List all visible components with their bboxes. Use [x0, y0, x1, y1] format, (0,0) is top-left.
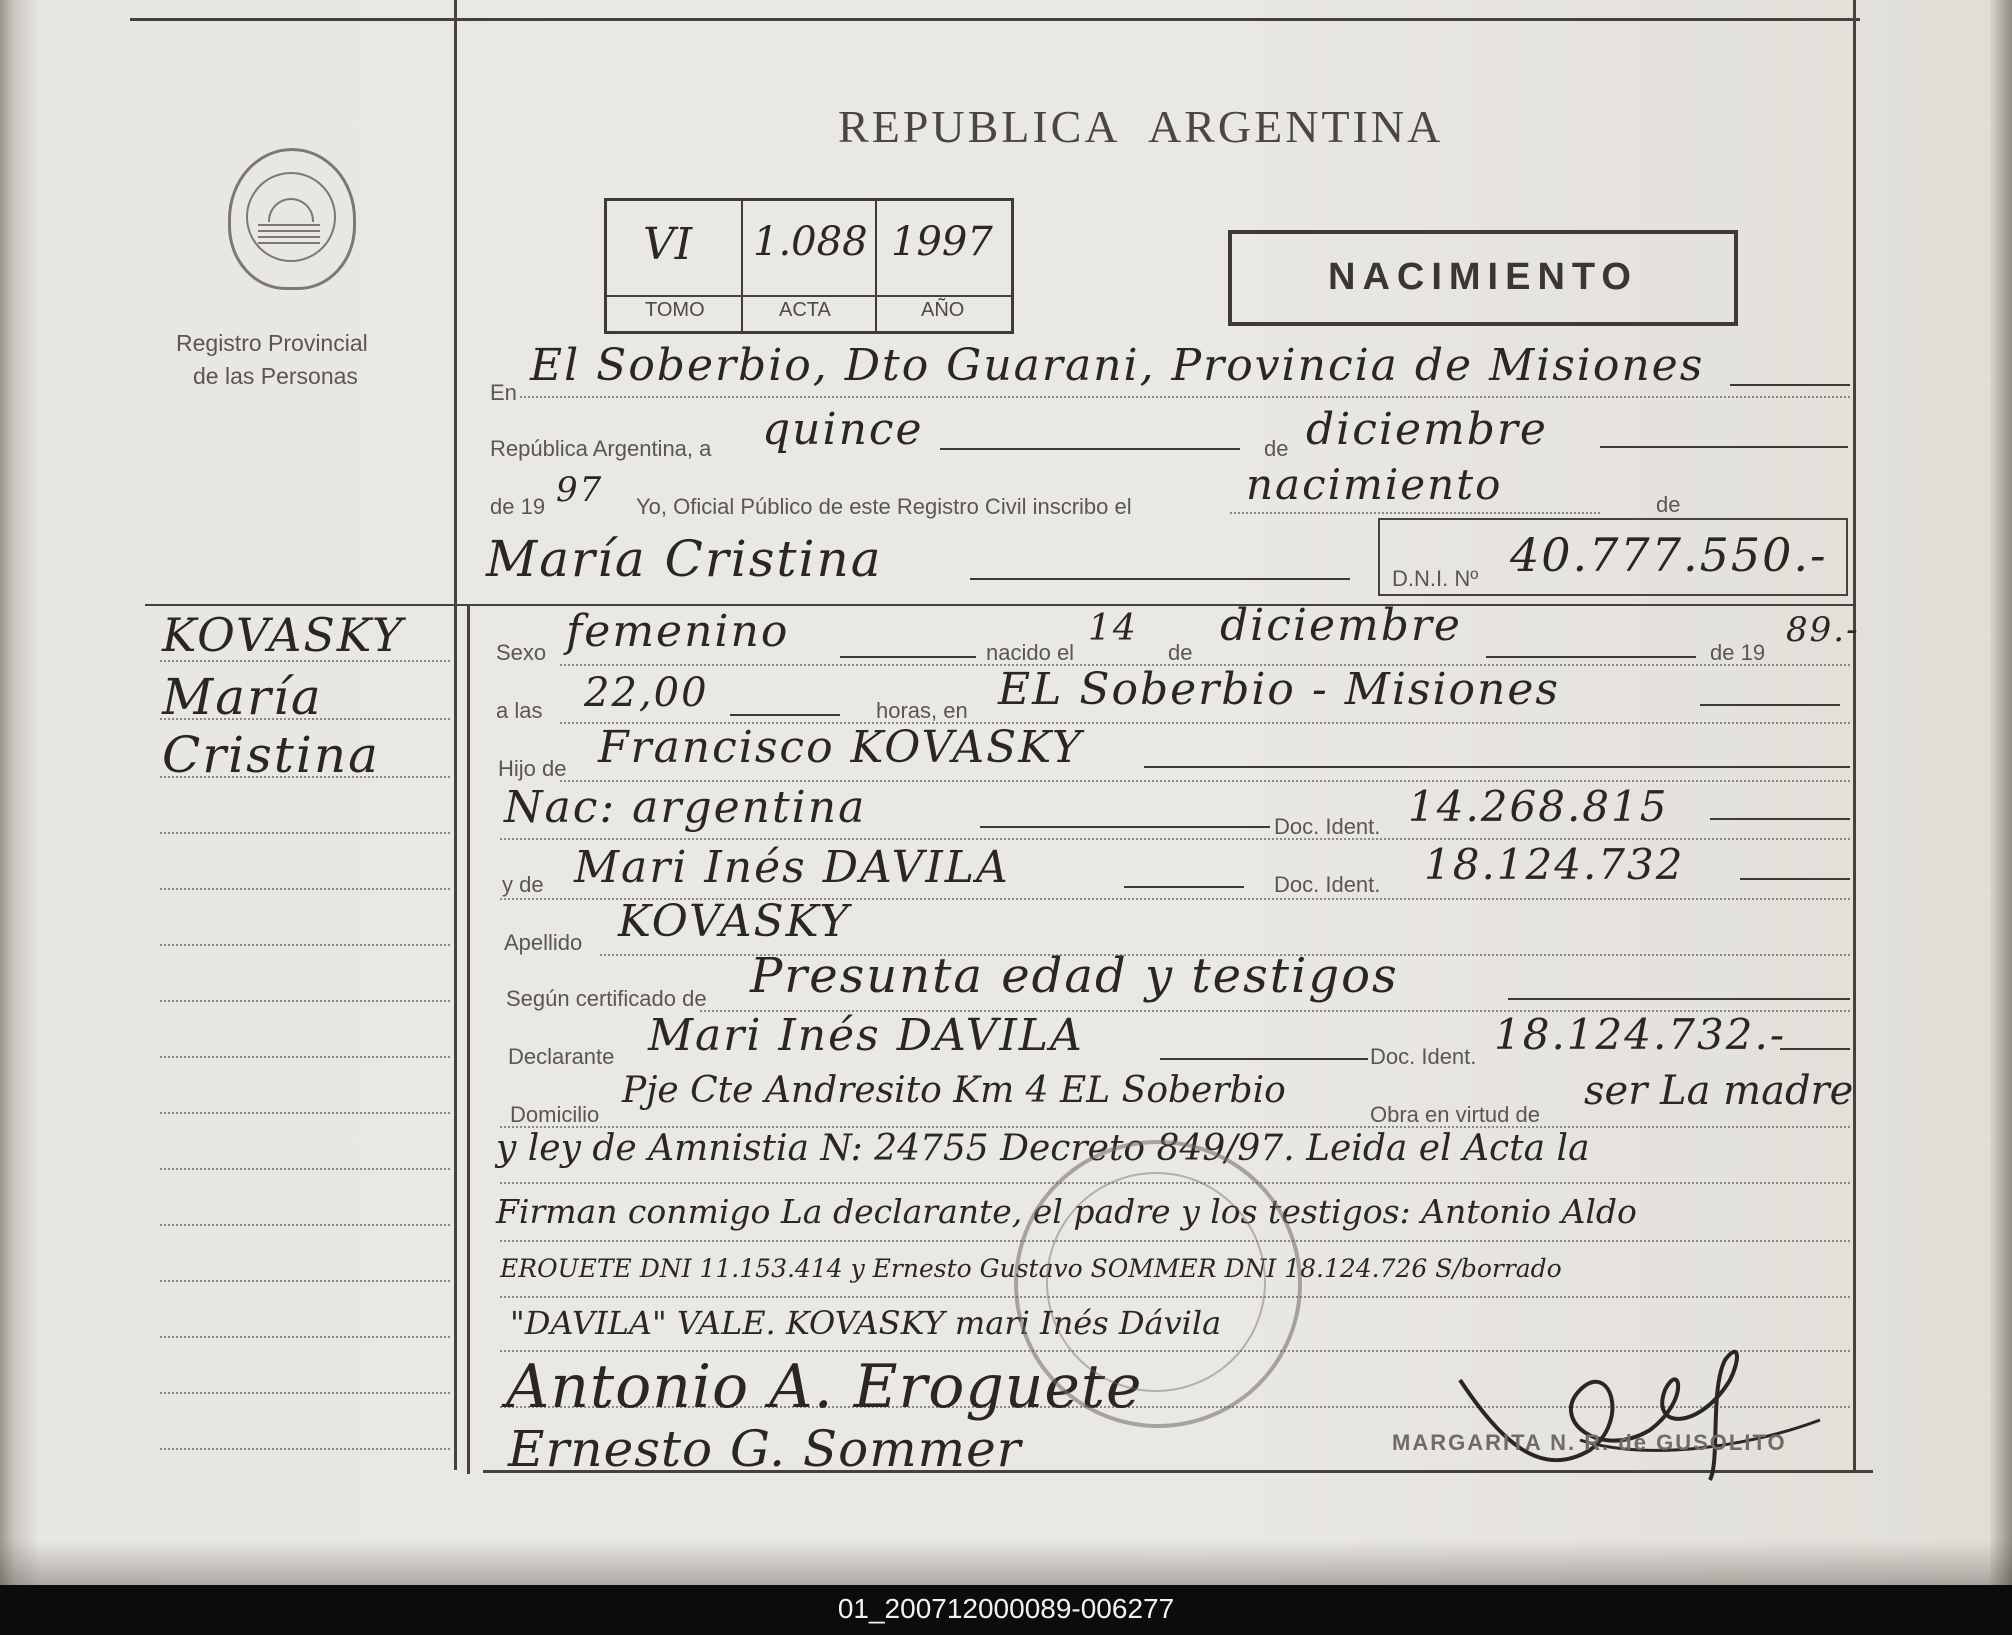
margin-first-name: María [162, 668, 323, 726]
tomo-label: TOMO [645, 299, 705, 321]
document-id: 01_200712000089-006277 [837, 1593, 1175, 1624]
right-border [1853, 0, 1856, 1470]
ano-label: AÑO [921, 299, 965, 321]
label-nacido-el: nacido el [986, 640, 1075, 665]
text-line-4: "DAVILA" VALE. KOVASKY mari Inés Dávila [510, 1304, 1222, 1342]
country-title: REPUBLICA ARGENTINA [838, 101, 1444, 152]
father-nationality-value: Nac: argentina [504, 782, 867, 833]
hour-value: 22,00 [584, 670, 709, 716]
official-signature-icon [1440, 1320, 1840, 1500]
year-short-value: 97 [556, 470, 604, 510]
reference-box [604, 198, 1014, 334]
declarant-doc-value: 18.124.732.- [1494, 1010, 1787, 1059]
signature-witness-2: Ernesto G. Sommer [508, 1420, 1022, 1478]
label-doc-ident-1: Doc. Ident. [1274, 814, 1381, 839]
day-value: quince [762, 404, 924, 455]
birth-day-value: 14 [1088, 608, 1138, 649]
ano-value: 1997 [891, 219, 993, 265]
label-de-2: de [1656, 492, 1681, 517]
lower-divider [467, 604, 470, 1474]
official-name: MARGARITA N. R. de GUSOLITO [1392, 1430, 1787, 1455]
label-de: de [1264, 436, 1289, 461]
event-value: nacimiento [1246, 460, 1503, 509]
record-type-box [1228, 230, 1738, 326]
label-segun-certificado: Según certificado de [506, 986, 707, 1011]
surname-value: KOVASKY [618, 896, 851, 947]
label-apellido: Apellido [504, 930, 583, 955]
label-hijo-de: Hijo de [498, 756, 567, 781]
page-edge [1990, 0, 2012, 1585]
text-line-3: EROUETE DNI 11.153.414 y Ernesto Gustavo SOMMER DNI 18.124.726 S/borrado [500, 1254, 1562, 1283]
label-de-19-b: de 19 [1710, 640, 1766, 665]
dni-value: 40.777.550.- [1510, 528, 1828, 582]
declarant-value: Mari Inés DAVILA [648, 1010, 1084, 1061]
birth-place-value: EL Soberbio - Misiones [998, 664, 1560, 715]
label-de-3: de [1168, 640, 1193, 665]
label-domicilio: Domicilio [510, 1102, 600, 1127]
registry-name-line2: de las Personas [193, 363, 358, 389]
tomo-value: VI [643, 219, 693, 270]
address-value: Pje Cte Andresito Km 4 EL Soberbio [622, 1070, 1286, 1111]
label-obra-en-virtud: Obra en virtud de [1370, 1102, 1540, 1127]
footer-bar [0, 1585, 2012, 1635]
margin-divider [454, 0, 457, 1470]
birth-month-value: diciembre [1220, 600, 1462, 651]
birth-year-value: 89.- [1786, 610, 1860, 650]
sex-value: femenino [566, 606, 790, 657]
acta-value: 1.088 [753, 219, 868, 265]
section-divider [145, 604, 1855, 606]
certificate-value: Presunta edad y testigos [750, 948, 1399, 1004]
label-oficial: Yo, Oficial Público de este Registro Civil inscribo el [636, 494, 1132, 519]
signature-witness-1: Antonio A. Eroguete [506, 1352, 1143, 1422]
mother-value: Mari Inés DAVILA [574, 842, 1010, 893]
registry-name-line1: Registro Provincial [176, 330, 368, 356]
label-declarante: Declarante [508, 1044, 615, 1069]
reason-value: ser La madre [1584, 1068, 1854, 1114]
month-value: diciembre [1306, 404, 1548, 455]
acta-label: ACTA [779, 299, 831, 321]
label-doc-ident-2: Doc. Ident. [1274, 872, 1381, 897]
provincial-seal-icon [228, 148, 354, 288]
margin-second-name: Cristina [162, 726, 380, 784]
record-type: NACIMIENTO [1328, 256, 1638, 298]
label-dni: D.N.I. Nº [1392, 566, 1479, 591]
text-line-2: Firman conmigo La declarante, el padre y los testigos: Antonio Aldo [496, 1192, 1637, 1231]
father-doc-value: 14.268.815 [1408, 782, 1669, 831]
text-line-1: y ley de Amnistia N: 24755 Decreto 849/97. Leida el Acta la [496, 1128, 1590, 1169]
name-value: María Cristina [486, 530, 883, 588]
label-a-las: a las [496, 698, 543, 723]
label-de-19: de 19 [490, 494, 546, 519]
label-republica: República Argentina, a [490, 436, 712, 461]
margin-surname: KOVASKY [162, 608, 405, 662]
label-doc-ident-3: Doc. Ident. [1370, 1044, 1477, 1069]
father-value: Francisco KOVASKY [598, 722, 1083, 773]
mother-doc-value: 18.124.732 [1424, 840, 1685, 889]
label-en: En [490, 380, 517, 405]
label-y-de: y de [502, 872, 544, 897]
registry-stamp-icon [1014, 1140, 1302, 1428]
label-sexo: Sexo [496, 640, 547, 665]
top-rule [130, 18, 1860, 21]
place-value: El Soberbio, Dto Guarani, Provincia de Misiones [530, 340, 1705, 391]
label-horas-en: horas, en [876, 698, 968, 723]
